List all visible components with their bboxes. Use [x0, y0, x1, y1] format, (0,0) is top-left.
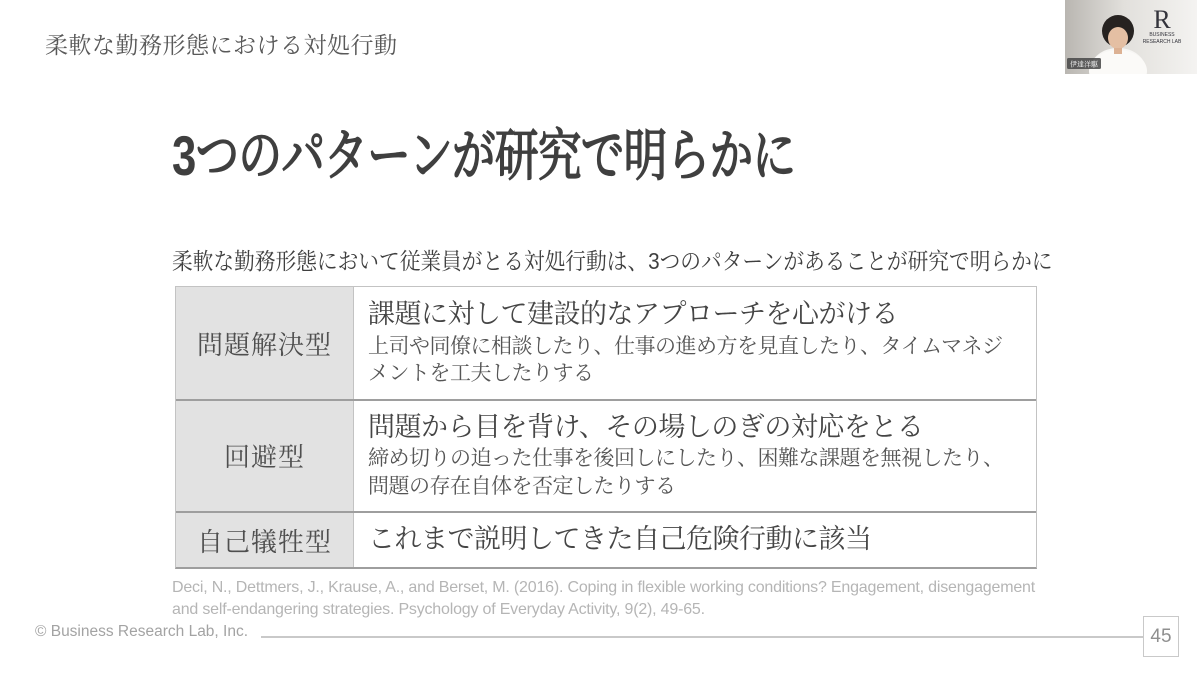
pattern-type-label: 回避型: [176, 401, 354, 511]
presenter-video-frame: [1065, 0, 1197, 74]
pattern-heading: 問題から目を背け、その場しのぎの対応をとる: [368, 412, 924, 442]
page-number: 45: [1143, 616, 1179, 657]
pattern-heading: これまで説明してきた自己危険行動に該当: [368, 523, 872, 554]
subtitle: 柔軟な勤務形態において従業員がとる対処行動は、3つのパターンがあることが研究で明らかに: [172, 248, 1053, 274]
footer-divider-line: [261, 636, 1143, 638]
svg-text:BUSINESS: BUSINESS: [1149, 32, 1175, 38]
citation-reference: Deci, N., Dettmers, J., Krause, A., and Berset, M. (2016). Coping in flexible working conditions? Engagement, disengagement and self-endangering strategies. Psychology of Everyday Activity, 9(2), 49-65.: [172, 579, 1035, 619]
table-row: [176, 399, 1036, 511]
svg-text:R: R: [1153, 5, 1171, 34]
table-row: [176, 511, 1036, 567]
svg-text:伊達洋駆: 伊達洋駆: [1070, 61, 1098, 69]
pattern-heading: 課題に対して建設的なアプローチを心がける: [368, 299, 898, 330]
pattern-detail-cell: [354, 401, 1036, 511]
presenter-webcam-video[interactable]: [1065, 0, 1197, 74]
main-heading: 3つのパターンが研究で明らかに: [172, 124, 796, 187]
pattern-type-label: 自己犠牲型: [176, 513, 354, 567]
pattern-description: 上司や同僚に相談したり、仕事の進め方を見直したり、タイムマネジメントを工夫したりする: [368, 334, 1003, 386]
coping-pattern-table: [175, 286, 1037, 569]
copyright-notice: © Business Research Lab, Inc.: [35, 623, 249, 640]
pattern-description: 締め切りの迫った仕事を後回しにしたり、困難な課題を無視したり、問題の存在自体を否定したりする: [368, 447, 1004, 499]
svg-text:RESEARCH LAB: RESEARCH LAB: [1142, 39, 1182, 45]
pattern-detail-cell: [354, 513, 1036, 567]
slide-title: 柔軟な勤務形態における対処行動: [45, 32, 398, 58]
pattern-detail-cell: [354, 287, 1036, 399]
presenter-name-badge: [1067, 58, 1101, 69]
table-row: [176, 287, 1036, 399]
pattern-type-label: 問題解決型: [176, 287, 354, 399]
